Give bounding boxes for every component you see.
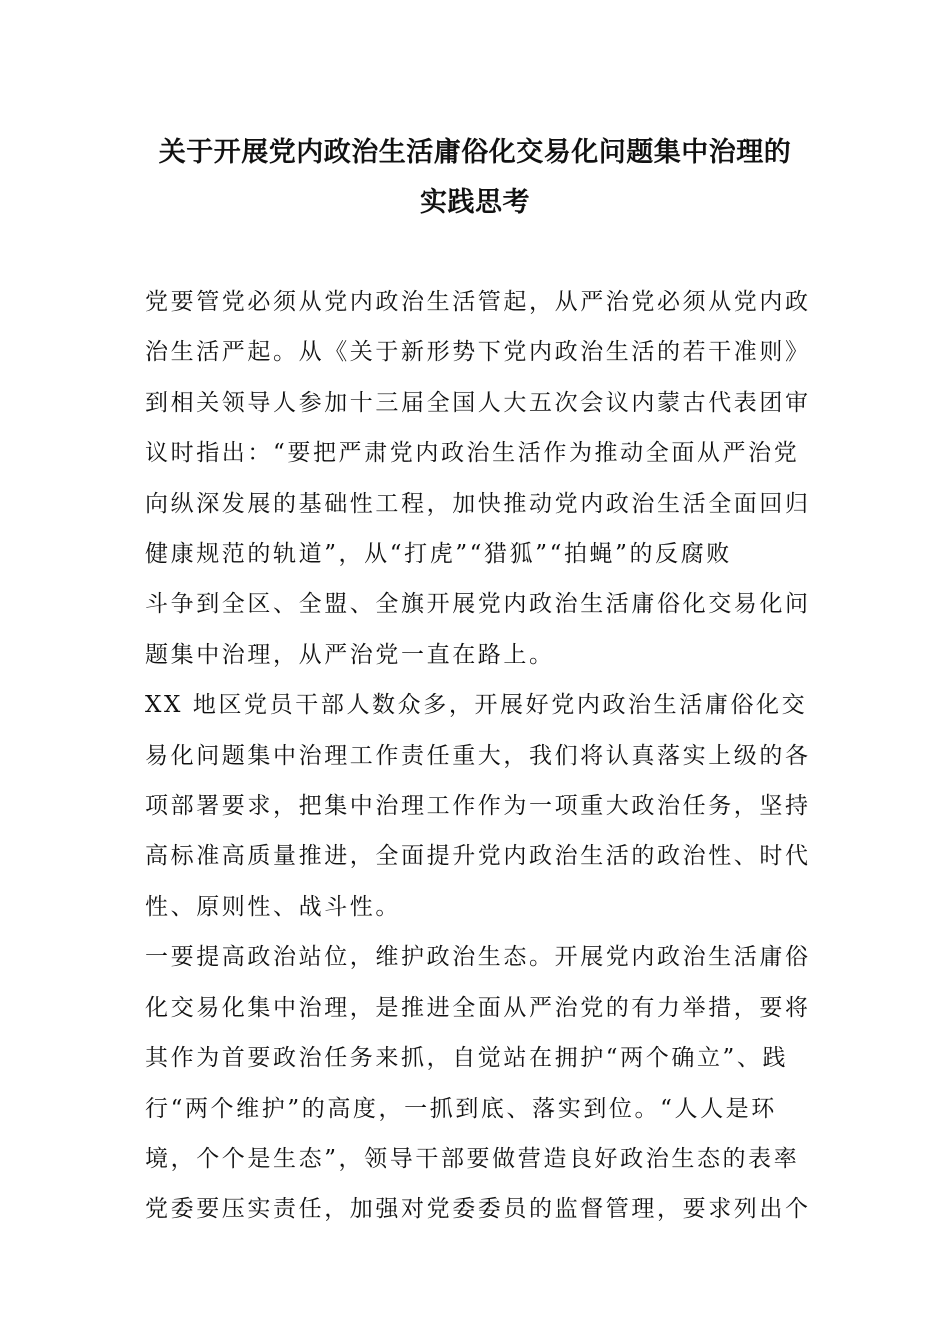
text-line: 党委要压实责任，加强对党委委员的监督管理，要求列出个: [145, 1196, 811, 1223]
text-line: 行“两个维护”的高度，一抓到底、落实到位。“人人是环: [145, 1095, 777, 1122]
text-line: 项部署要求，把集中治理工作作为一项重大政治任务，坚持: [145, 793, 811, 820]
paragraph-2: [145, 680, 811, 932]
document-body: [145, 277, 811, 1235]
text-line: 境，个个是生态”，领导干部要做营造良好政治生态的表率: [145, 1145, 800, 1172]
text-line: XX 地区党员干部人数众多，开展好党内政治生活庸俗化交: [145, 692, 808, 719]
text-line: 其作为首要政治任务来抓，自觉站在拥护“两个确立”、践: [145, 1045, 789, 1072]
text-line: 性、原则性、战斗性。: [145, 893, 401, 920]
text-line: 到相关领导人参加十三届全国人大五次会议内蒙古代表团审: [145, 389, 811, 416]
text-line: 高标准高质量推进，全面提升党内政治生活的政治性、时代: [145, 843, 811, 870]
text-line: 党要管党必须从党内政治生活管起，从严治党必须从党内政: [145, 289, 811, 315]
text-line: 斗争到全区、全盟、全旗开展党内政治生活庸俗化交易化问: [145, 591, 811, 618]
text-line: 易化问题集中治理工作责任重大，我们将认真落实上级的各: [145, 742, 811, 769]
text-line: 题集中治理，从严治党一直在路上。: [145, 641, 555, 668]
title-line-1: 关于开展党内政治生活庸俗化交易化问题集中治理的: [158, 137, 792, 168]
text-line: 治生活严起。从《关于新形势下党内政治生活的若干准则》: [145, 339, 811, 366]
text-line: 一要提高政治站位，维护政治生态。开展党内政治生活庸俗: [145, 944, 811, 971]
title-line-2: 实践思考: [420, 187, 530, 218]
text-line: 健康规范的轨道”，从“打虎”“猎狐”“拍蝇”的反腐败: [145, 541, 732, 568]
text-line: 向纵深发展的基础性工程，加快推动党内政治生活全面回归: [145, 490, 811, 517]
text-line: 化交易化集中治理，是推进全面从严治党的有力举措，要将: [145, 994, 811, 1021]
paragraph-3: [145, 932, 811, 1234]
paragraph-1: [145, 277, 811, 680]
document-title: [100, 128, 850, 228]
text-line: 议时指出：“要把严肃党内政治生活作为推动全面从严治党: [145, 440, 800, 467]
